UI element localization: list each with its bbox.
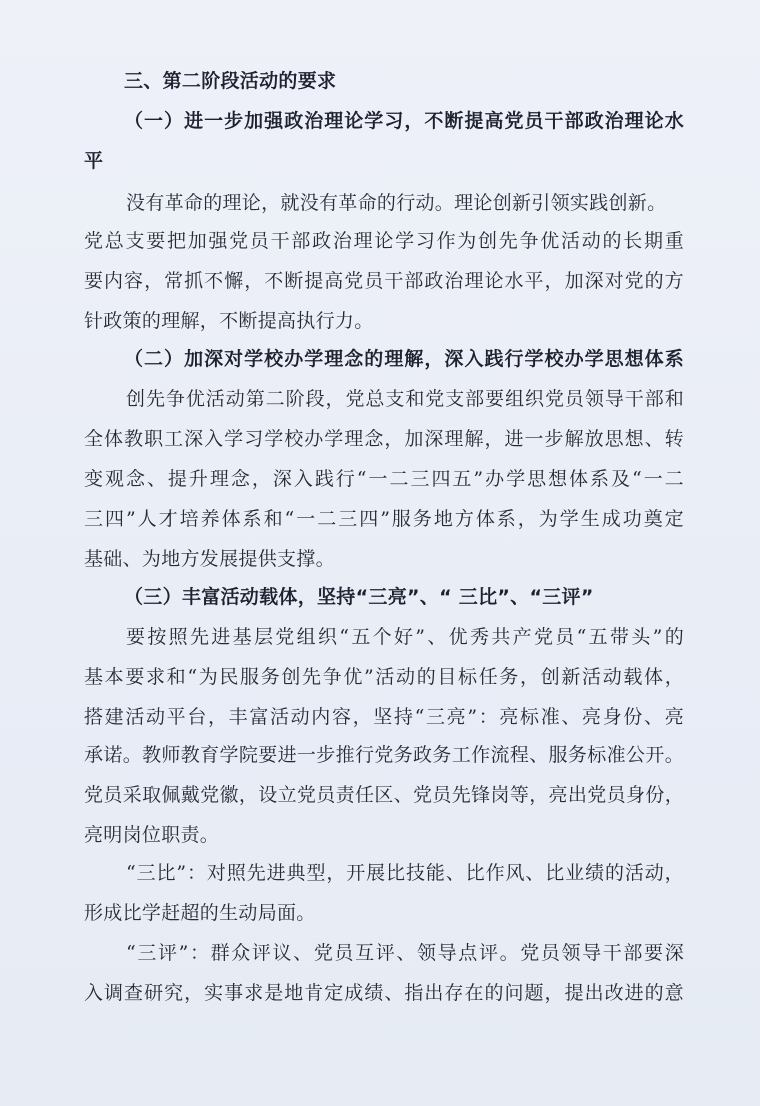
paragraph-line: 党员采取佩戴党徽，设立党员责任区、党员先锋岗等，亮出党员身份， [84, 784, 684, 806]
paragraph-line: 基本要求和“为民服务创先争优”活动的目标任务，创新活动载体， [84, 666, 684, 688]
paragraph-line: 承诺。教师教育学院要进一步推行党务政务工作流程、服务标准公开。 [84, 744, 684, 766]
subsection-3-title: （三）丰富活动载体，坚持“三亮”、“ 三比”、“三评” [124, 586, 594, 608]
paragraph-line: 要内容，常抓不懈，不断提高党员干部政治理论水平，加深对党的方 [84, 270, 684, 292]
paragraph-line: 全体教职工深入学习学校办学理念，加深理解，进一步解放思想、转 [84, 428, 684, 450]
subsection-2-title: （二）加深对学校办学理念的理解，深入践行学校办学思想体系 [124, 348, 684, 370]
paragraph-line: 变观念、提升理念，深入践行“一二三四五”办学思想体系及“一二 [84, 468, 684, 490]
subsection-1-title-continued: 平 [84, 150, 104, 172]
paragraph-line: 党总支要把加强党员干部政治理论学习作为创先争优活动的长期重 [84, 230, 684, 252]
paragraph-line: 三四”人才培养体系和“一二三四”服务地方体系，为学生成功奠定 [84, 508, 684, 530]
paragraph-line: 基础、为地方发展提供支撑。 [84, 548, 335, 570]
section-heading: 三、第二阶段活动的要求 [124, 70, 337, 92]
paragraph-line: 针政策的理解，不断提高执行力。 [84, 310, 374, 332]
paragraph-line: 要按照先进基层党组织“五个好”、优秀共产党员“五带头”的 [126, 626, 684, 648]
paragraph-line: 搭建活动平台，丰富活动内容，坚持“三亮”：亮标准、亮身份、亮 [84, 706, 684, 728]
paragraph-line: 亮明岗位职责。 [84, 824, 220, 846]
paragraph-line: 入调查研究，实事求是地肯定成绩、指出存在的问题，提出改进的意 [84, 982, 684, 1004]
paragraph-line: “三评”：群众评议、党员互评、领导点评。党员领导干部要深 [126, 942, 684, 964]
paragraph-line: 创先争优活动第二阶段，党总支和党支部要组织党员领导干部和 [126, 388, 684, 410]
paragraph-line: 形成比学赶超的生动局面。 [84, 902, 316, 924]
subsection-1-title: （一）进一步加强政治理论学习，不断提高党员干部政治理论水 [124, 110, 684, 132]
paragraph-line: 没有革命的理论，就没有革命的行动。理论创新引领实践创新。 [126, 192, 667, 214]
paragraph-line: “三比”：对照先进典型，开展比技能、比作风、比业绩的活动， [126, 862, 684, 884]
